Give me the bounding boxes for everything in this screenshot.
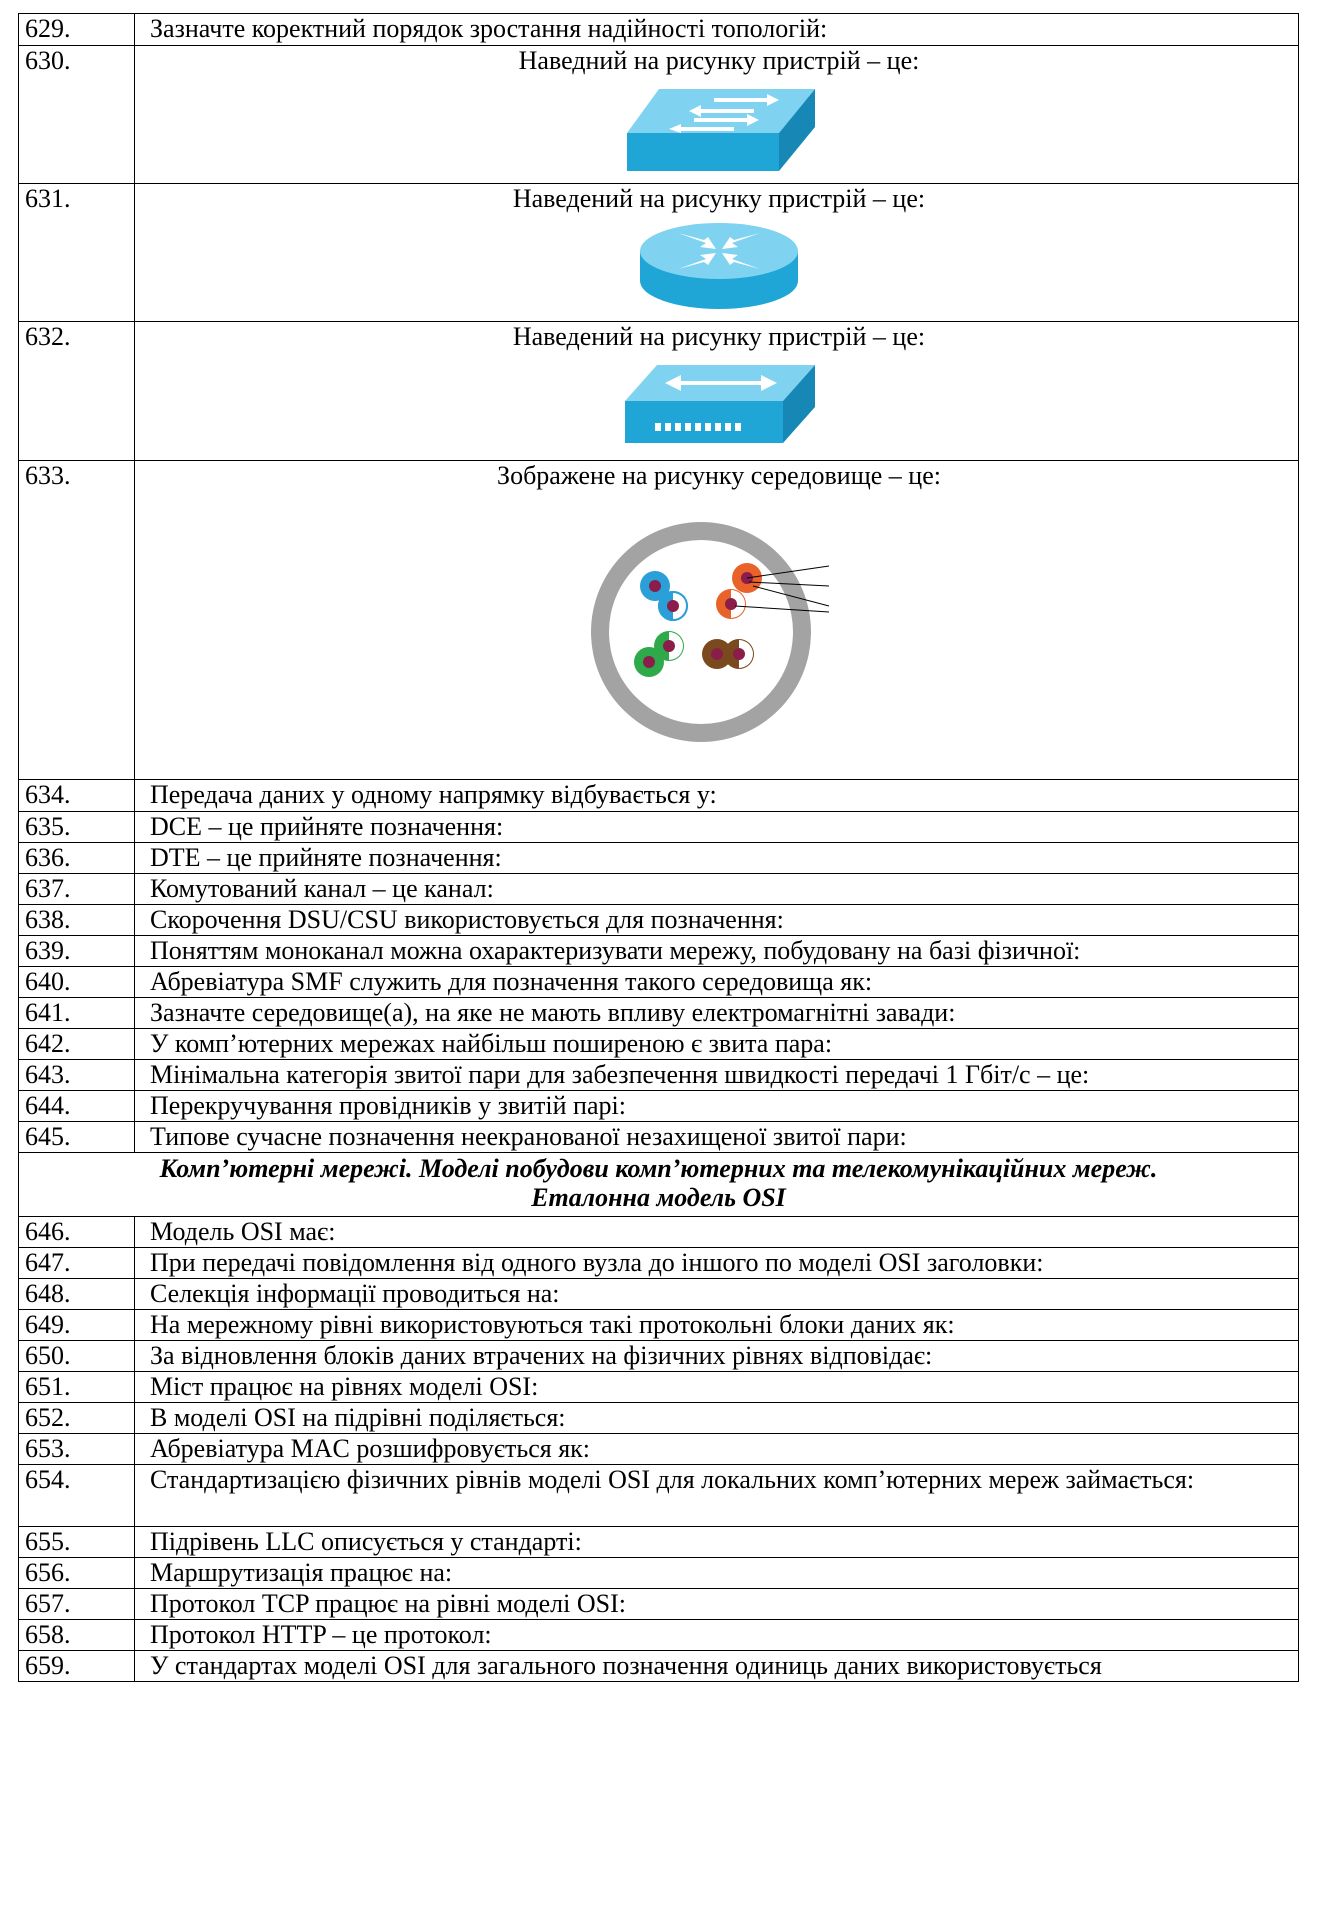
question-number: 632.: [19, 322, 135, 461]
question-text: DTE – це прийняте позначення:: [135, 843, 1299, 874]
section-title-line1: Комп’ютерні мережі. Моделі побудови комп’ютерних та телекомунікаційних мереж.: [159, 1154, 1158, 1183]
question-number: 635.: [19, 812, 135, 843]
question-number: 629.: [19, 14, 135, 46]
question-text: За відновлення блоків даних втрачених на фізичних рівнях відповідає:: [135, 1341, 1299, 1372]
question-row: [19, 1372, 1299, 1403]
question-number: 637.: [19, 874, 135, 905]
question-row: [19, 184, 1299, 322]
hub-icon: [619, 359, 819, 447]
question-row: [19, 1029, 1299, 1060]
section-title-line2: Еталонна модель OSI: [531, 1183, 786, 1212]
question-row: [19, 843, 1299, 874]
question-number: 648.: [19, 1279, 135, 1310]
question-number: 633.: [19, 461, 135, 780]
question-figure-cell: [135, 184, 1299, 322]
question-number: 640.: [19, 967, 135, 998]
question-row: [19, 322, 1299, 461]
question-row: [19, 812, 1299, 843]
question-row: [19, 1465, 1299, 1527]
router-icon: [634, 219, 804, 314]
question-row: [19, 1651, 1299, 1682]
section-header-row: [19, 1153, 1299, 1217]
question-text: Селекція інформації проводиться на:: [135, 1279, 1299, 1310]
question-text: Перекручування провідників у звитій парі:: [135, 1091, 1299, 1122]
question-row: [19, 1589, 1299, 1620]
question-row: [19, 780, 1299, 812]
question-text: Стандартизацією фізичних рівнів моделі OSI для локальних комп’ютерних мереж займається:: [135, 1465, 1299, 1527]
question-number: 639.: [19, 936, 135, 967]
question-number: 645.: [19, 1122, 135, 1153]
question-text: Типове сучасне позначення неекранованої незахищеної звитої пари:: [135, 1122, 1299, 1153]
question-number: 642.: [19, 1029, 135, 1060]
question-figure-cell: [135, 461, 1299, 780]
question-row: [19, 1341, 1299, 1372]
question-row: [19, 1403, 1299, 1434]
question-number: 647.: [19, 1248, 135, 1279]
question-number: 643.: [19, 1060, 135, 1091]
question-number: 636.: [19, 843, 135, 874]
question-text: Поняттям моноканал можна охарактеризувати мережу, побудовану на базі фізичної:: [135, 936, 1299, 967]
question-text: Наведений на рисунку пристрій – це:: [512, 184, 926, 213]
question-number: 654.: [19, 1465, 135, 1527]
question-row: [19, 1620, 1299, 1651]
question-text: Протокол HTTP – це протокол:: [135, 1620, 1299, 1651]
question-row: [19, 874, 1299, 905]
question-text: Скорочення DSU/CSU використовується для позначення:: [135, 905, 1299, 936]
question-text: Зазначте коректний порядок зростання надійності топологій:: [135, 14, 1299, 46]
question-number: 631.: [19, 184, 135, 322]
question-text: У комп’ютерних мережах найбільш поширеною є звита пара:: [135, 1029, 1299, 1060]
question-row: [19, 1122, 1299, 1153]
question-text: Абревіатура MAC розшифровується як:: [135, 1434, 1299, 1465]
question-text: При передачі повідомлення від одного вузла до іншого по моделі OSI заголовки:: [135, 1248, 1299, 1279]
question-number: 657.: [19, 1589, 135, 1620]
question-text: Мінімальна категорія звитої пари для забезпечення швидкості передачі 1 Гбіт/с – це:: [135, 1060, 1299, 1091]
question-number: 630.: [19, 46, 135, 184]
question-text: В моделі OSI на підрівні поділяється:: [135, 1403, 1299, 1434]
question-row: [19, 1217, 1299, 1248]
question-number: 659.: [19, 1651, 135, 1682]
question-text: Зображене на рисунку середовище – це:: [497, 461, 941, 490]
question-number: 634.: [19, 780, 135, 812]
question-text: Міст працює на рівнях моделі OSI:: [135, 1372, 1299, 1403]
question-number: 650.: [19, 1341, 135, 1372]
question-text: Маршрутизація працює на:: [135, 1558, 1299, 1589]
network-switch-icon: [619, 83, 819, 175]
question-number: 653.: [19, 1434, 135, 1465]
question-text: Модель OSI має:: [135, 1217, 1299, 1248]
question-text: Комутований канал – це канал:: [135, 874, 1299, 905]
question-number: 652.: [19, 1403, 135, 1434]
question-row: [19, 461, 1299, 780]
question-number: 655.: [19, 1527, 135, 1558]
question-number: 641.: [19, 998, 135, 1029]
question-row: [19, 46, 1299, 184]
question-figure-cell: [135, 322, 1299, 461]
question-row: [19, 936, 1299, 967]
question-row: [19, 1091, 1299, 1122]
question-row: [19, 1248, 1299, 1279]
question-text: DCE – це прийняте позначення:: [135, 812, 1299, 843]
question-number: 656.: [19, 1558, 135, 1589]
questions-table: [18, 13, 1299, 1682]
question-text: Наведений на рисунку пристрій – це:: [512, 322, 926, 351]
question-text: Абревіатура SMF служить для позначення такого середовища як:: [135, 967, 1299, 998]
question-figure-cell: [135, 46, 1299, 184]
question-row: [19, 14, 1299, 46]
question-number: 649.: [19, 1310, 135, 1341]
question-number: 651.: [19, 1372, 135, 1403]
question-text: У стандартах моделі OSI для загального позначення одиниць даних використовується: [135, 1651, 1299, 1682]
question-text: Передача даних у одному напрямку відбувається у:: [135, 780, 1299, 812]
question-row: [19, 1558, 1299, 1589]
question-number: 644.: [19, 1091, 135, 1122]
question-text: На мережному рівні використовуються такі протокольні блоки даних як:: [135, 1310, 1299, 1341]
question-number: 646.: [19, 1217, 135, 1248]
question-text: Протокол TCP працює на рівні моделі OSI:: [135, 1589, 1299, 1620]
question-text: Наведний на рисунку пристрій – це:: [518, 46, 920, 75]
question-row: [19, 967, 1299, 998]
section-header: [19, 1153, 1299, 1217]
question-row: [19, 1310, 1299, 1341]
question-row: [19, 1527, 1299, 1558]
question-row: [19, 1434, 1299, 1465]
question-row: [19, 998, 1299, 1029]
twisted-pair-cable-icon: [589, 502, 849, 752]
question-number: 658.: [19, 1620, 135, 1651]
question-row: [19, 1279, 1299, 1310]
question-row: [19, 905, 1299, 936]
question-text: Зазначте середовище(а), на яке не мають впливу електромагнітні завади:: [135, 998, 1299, 1029]
question-number: 638.: [19, 905, 135, 936]
question-row: [19, 1060, 1299, 1091]
question-text: Підрівень LLC описується у стандарті:: [135, 1527, 1299, 1558]
